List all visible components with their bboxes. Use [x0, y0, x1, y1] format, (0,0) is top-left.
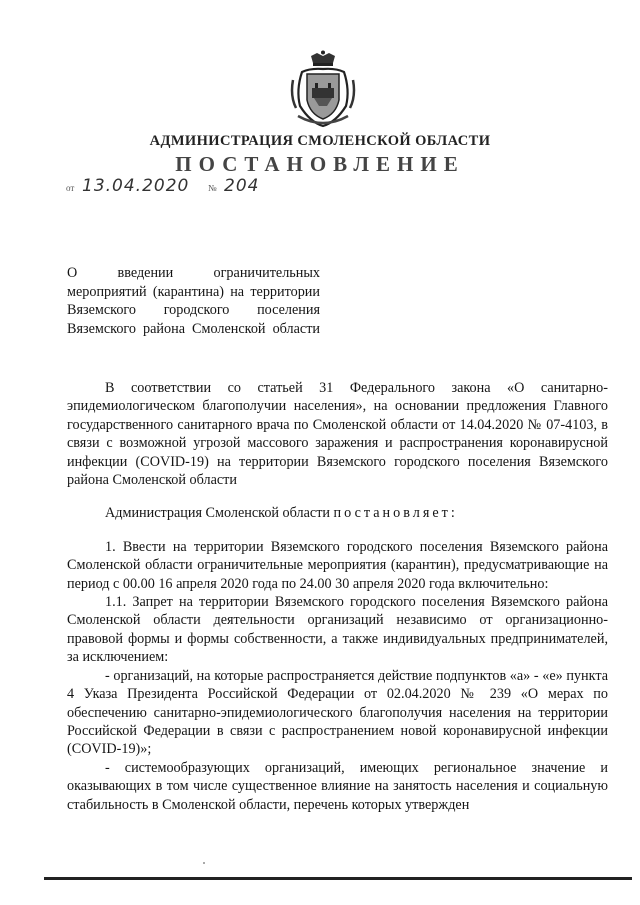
- date-prefix: от: [66, 183, 75, 193]
- document-number: 204: [224, 176, 260, 196]
- document-body: [67, 379, 608, 814]
- document-subject: О введении ограничительных мероприятий (карантина) на территории Вяземского городского поселения Вяземского района Смоленской области: [67, 265, 320, 337]
- organization-name: АДМИНИСТРАЦИЯ СМОЛЕНСКОЙ ОБЛАСТИ: [149, 133, 491, 149]
- resolves-prefix: Администрация Смоленской области: [105, 505, 334, 522]
- page-bottom-rule: [44, 877, 632, 880]
- number-prefix: №: [208, 183, 217, 193]
- scan-speck: [203, 862, 205, 864]
- exception-1-paragraph: - организаций, на которые распространяется действие подпунктов «а» - «е» пункта 4 Указа Президента Российской Федерации от 02.04.2020 № 239 «О мерах по обеспечению санитарно-эпидемиологического благополучия населения на территории Российской Федерации в связи с распространением новой коронавирусной инфекции (COVID-19)»;: [67, 667, 608, 758]
- resolves-word: постановляет:: [333, 505, 458, 522]
- document-type-title: ПОСТАНОВЛЕНИЕ: [175, 152, 465, 176]
- document-date: 13.04.2020: [82, 176, 190, 196]
- coat-of-arms-emblem: [290, 50, 356, 128]
- resolves-paragraph: [67, 504, 608, 522]
- item-1-paragraph: 1. Ввести на территории Вяземского городского поселения Вяземского района Смоленской области ограничительные мероприятия (карантин), предусматривающие на период с 00.00 16 апреля 2020 года по 24.00 30 апреля 2020 года включительно:: [67, 538, 608, 592]
- preamble-paragraph: В соответствии со статьей 31 Федерального закона «О санитарно-эпидемиологическом благополучии населения», на основании предложения Главного государственного санитарного врача по Смоленской области от 14.04.2020 № 07-4103, в связи с возможной угрозой массового заражения и распространения коронавирусной инфекции (COVID-19) на территории Вяземского городского поселения Вяземского района Смоленской области: [67, 380, 608, 489]
- item-1-1-paragraph: 1.1. Запрет на территории Вяземского городского поселения Вяземского района Смоленской области деятельности организаций независимо от организационно-правовой формы и формы собственности, а также индивидуальных предпринимателей, за исключением:: [67, 594, 608, 666]
- exception-2-paragraph: - системообразующих организаций, имеющих региональное значение и оказывающих в том числе существенное влияние на занятость населения и социальную стабильность в Смоленской области, перечень которых утвержден: [67, 759, 608, 813]
